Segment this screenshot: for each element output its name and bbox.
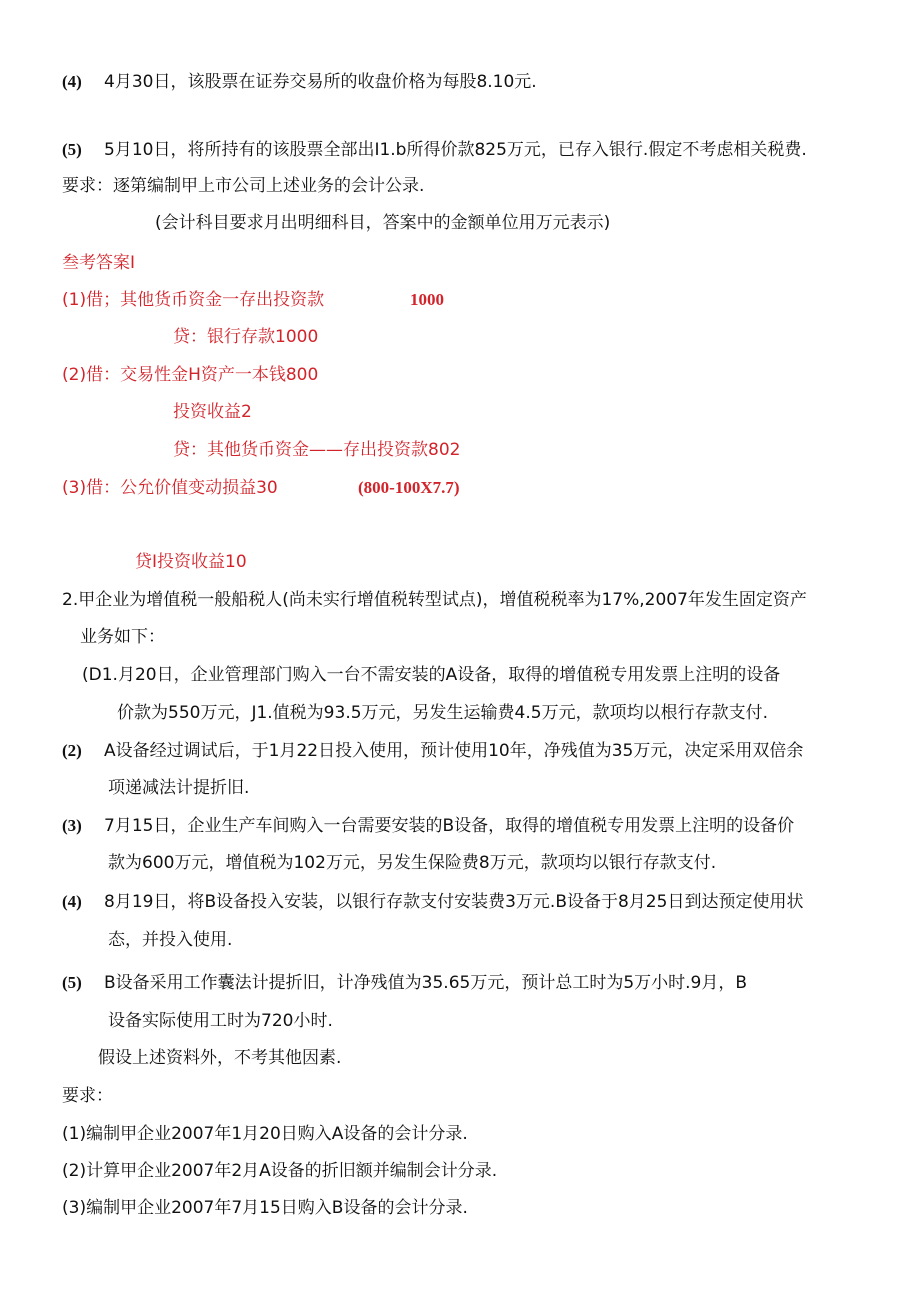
entry-3-calc: (800-100X7.7) <box>358 478 460 497</box>
q2-item-2-line-2: 项递减法计提折旧. <box>108 778 250 798</box>
item-text: 4月30日，该股票在证券交易所的收盘价格为每股8.10元. <box>104 72 537 92</box>
q2-item-4 <box>62 891 803 913</box>
entry-2-debit: (2)借：交易性金H资产一本钱800 <box>62 365 319 385</box>
q2-requirement-label: 要求： <box>62 1086 113 1106</box>
q2-item-3 <box>62 815 794 837</box>
q2-item-2 <box>62 740 803 762</box>
item-text: 5月10日，将所持有的该股票全部出I1.b所得价款825万元，已存入银行.假定不考虑相关税费. <box>104 140 807 160</box>
q2-requirement-1: (1)编制甲企业2007年1月20日购入A设备的会计分录. <box>62 1124 468 1144</box>
q2-requirement-3: (3)编制甲企业2007年7月15日购入B设备的会计分录. <box>62 1198 468 1218</box>
item-number: (2) <box>62 741 82 760</box>
answer-title: 叁考答案I <box>62 253 136 273</box>
q1-note: (会计科目要求月出明细科目，答案中的金额单位用万元表示) <box>155 213 611 233</box>
q2-requirement-2: (2)计算甲企业2007年2月A设备的折旧额并编制会计分录. <box>62 1161 498 1181</box>
item-text: B设备采用工作囊法计提折旧，计净残值为35.65万元，预计总工时为5万小时.9月，B <box>104 973 748 993</box>
entry-3-credit: 贷I投资收益10 <box>135 552 247 572</box>
q2-assumption: 假设上述资料外，不考其他因素. <box>98 1048 342 1068</box>
q2-intro-line-1: 2.甲企业为增值税一般船税人(尚未实行增值税转型试点)，增值税税率为17%,2007年发生固定资产 <box>62 590 807 610</box>
entry-3-debit: (3)借：公允价值变动损益30 <box>62 478 278 498</box>
entry-1-debit: (1)借；其他货币资金一存出投资款 <box>62 290 325 310</box>
item-number: (3) <box>62 816 82 835</box>
entry-1-amount: 1000 <box>410 290 444 309</box>
entry-2-debit-2: 投资收益2 <box>173 402 252 422</box>
item-text: A设备经过调试后，于1月22日投入使用，预计使用10年，净残值为35万元，决定采用双倍余 <box>104 741 804 761</box>
item-text: 7月15日，企业生产车间购入一台需要安装的B设备，取得的增值税专用发票上注明的设备价 <box>104 816 795 836</box>
item-number: (4) <box>62 72 82 91</box>
q2-item-5 <box>62 972 747 994</box>
item-number: (5) <box>62 140 82 159</box>
item-number: (5) <box>62 973 82 992</box>
entry-1-credit: 贷：银行存款1000 <box>173 327 319 347</box>
q2-intro-line-2: 业务如下： <box>80 627 165 647</box>
q2-item-4-line-2: 态，并投入使用. <box>108 930 233 950</box>
item-number: (4) <box>62 892 82 911</box>
q2-item-3-line-2: 款为600万元，增值税为102万元，另发生保险费8万元，款项均以银行存款支付. <box>108 853 717 873</box>
q1-item-5 <box>62 139 807 161</box>
q2-item-1-line-2: 价款为550万元，J1.值税为93.5万元，另发生运输费4.5万元，款项均以根行存款支付. <box>117 703 768 723</box>
item-text: 8月19日，将B设备投入安装，以银行存款支付安装费3万元.B设备于8月25日到达预定使用状 <box>104 892 804 912</box>
q2-item-5-line-2: 设备实际使用工时为720小时. <box>108 1011 333 1031</box>
q1-requirement: 要求：逐第编制甲上市公司上述业务的会计公录. <box>62 176 425 196</box>
q2-item-1-line-1: (D1.月20日，企业管理部门购入一台不需安装的A设备，取得的增值税专用发票上注明的设备 <box>82 665 781 685</box>
q1-item-4 <box>62 71 537 93</box>
entry-2-credit: 贷：其他货币资金——存出投资款802 <box>173 440 461 460</box>
